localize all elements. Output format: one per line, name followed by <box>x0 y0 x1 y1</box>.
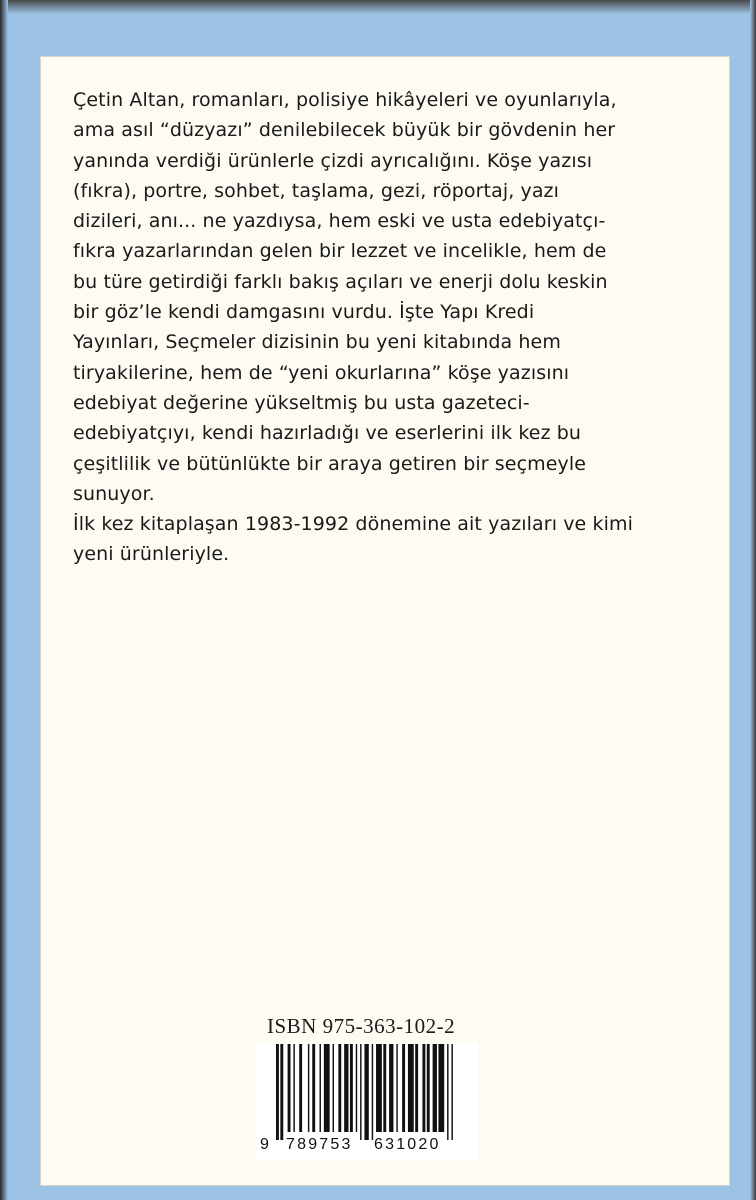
barcode-bar <box>402 1044 405 1132</box>
barcode-bar <box>299 1044 302 1132</box>
barcode-bar <box>376 1044 382 1132</box>
barcode <box>256 1042 478 1160</box>
barcode-bar <box>293 1044 294 1132</box>
barcode-bar <box>276 1044 279 1140</box>
barcode-bar <box>308 1044 309 1132</box>
barcode-digit-group-2: 631020 <box>374 1136 441 1153</box>
barcode-bar <box>360 1044 361 1140</box>
barcode-bar <box>427 1044 430 1132</box>
barcode-bar <box>344 1044 348 1132</box>
barcode-bars <box>276 1044 460 1140</box>
barcode-bar <box>433 1044 437 1132</box>
blurb-text <box>73 85 713 570</box>
book-back-cover <box>41 57 729 1185</box>
barcode-digit-group-1: 789753 <box>286 1136 353 1153</box>
barcode-bar <box>356 1044 357 1132</box>
scan-top-edge <box>0 0 756 14</box>
barcode-bar <box>383 1044 386 1132</box>
blurb-paragraph-2: İlk kez kitaplaşan 1983-1992 dönemine ait yazıları ve kimi yeni ürünleriyle. <box>73 513 633 566</box>
isbn-label: ISBN 975-363-102-2 <box>267 1014 456 1038</box>
barcode-bar <box>350 1044 353 1132</box>
barcode-bar <box>451 1044 452 1140</box>
barcode-bar <box>422 1044 425 1132</box>
barcode-bar <box>280 1044 283 1140</box>
barcode-bar <box>447 1044 448 1140</box>
scan-right-edge <box>750 0 756 1200</box>
scan-left-edge <box>0 0 8 1200</box>
barcode-bar <box>288 1044 291 1132</box>
barcode-bar <box>415 1044 418 1132</box>
barcode-bar <box>389 1044 393 1132</box>
barcode-bar <box>338 1044 341 1132</box>
barcode-bar <box>372 1044 373 1140</box>
barcode-digit-lead: 9 <box>260 1136 272 1153</box>
barcode-bar <box>324 1044 330 1132</box>
barcode-bar <box>396 1044 397 1132</box>
barcode-bar <box>320 1044 321 1132</box>
barcode-bar <box>364 1044 368 1140</box>
barcode-bar <box>333 1044 334 1132</box>
barcode-bar <box>312 1044 315 1132</box>
barcode-bar <box>438 1044 444 1132</box>
barcode-bar <box>408 1044 414 1132</box>
blurb-paragraph-1: Çetin Altan, romanları, polisiye hikâyeleri ve oyunlarıyla, ama asıl “düzyazı” denilebilecek büyük bir gövdenin her yanında verdiği ürünlerle çizdi ayrıcalığını. Köşe yazısı (fıkra), portre, sohbet, taşlama, gezi, röportaj, yazı dizileri, anı... ne yazdıysa, hem eski ve usta edebiyatçı- fıkra yazarlarından gelen bir lezzet ve incelikle, hem de bu türe getirdiği farklı bakış açıları ve enerji dolu keskin bir göz’le kendi damgasını vurdu. İşte Yapı Kredi Yayınları, Seçmeler dizisinin bu yeni kitabında hem tiryakilerine, hem de “yeni okurlarına” köşe yazısını edebiyat değerine yükseltmiş bu usta gazeteci- edebiyatçıyı, kendi hazırladığı ve eserlerini ilk kez bu çeşitlilik ve bütünlükte bir araya getiren bir seçmeyle sunuyor. <box>73 89 617 505</box>
